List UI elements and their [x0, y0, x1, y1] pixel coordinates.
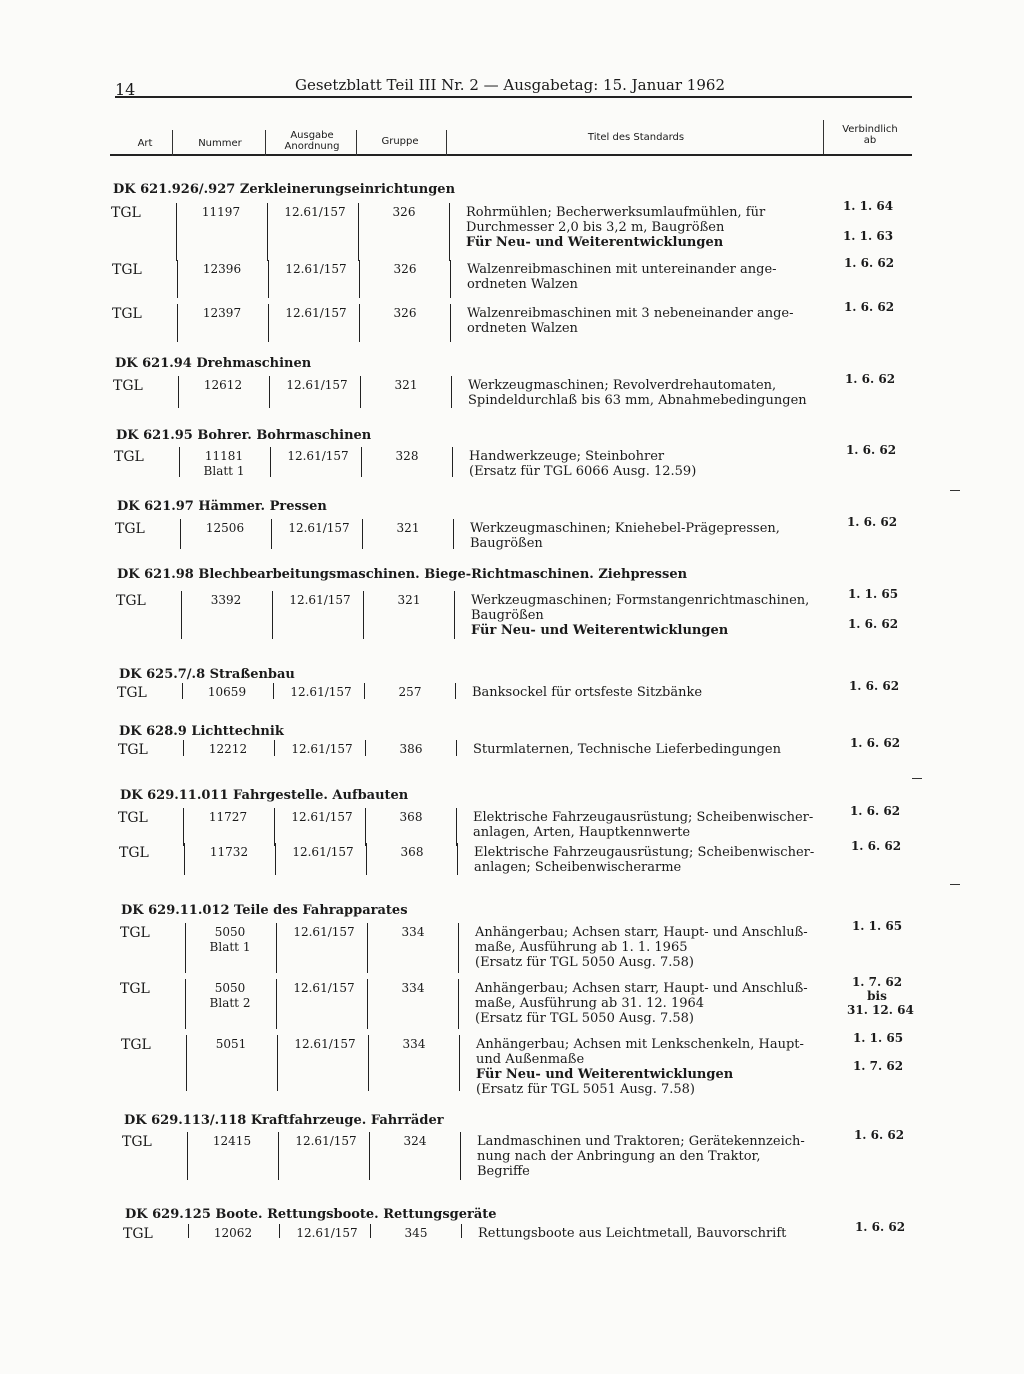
column-rule — [456, 740, 457, 756]
standard-title-line: und Außenmaße — [476, 1052, 585, 1067]
standard-title-line: Landmaschinen und Traktoren; Gerätekennzeich- — [477, 1134, 805, 1149]
column-rule — [178, 376, 179, 408]
column-rule — [454, 591, 455, 639]
column-rule — [449, 203, 450, 261]
header-rule — [115, 96, 912, 98]
section-heading: DK 621.98 Blechbearbeitungsmaschinen. Biege-Richtmaschinen. Ziehpressen — [117, 567, 688, 582]
column-rule — [363, 591, 364, 639]
standard-number: 12396 — [202, 262, 242, 276]
col-ausgabe — [268, 130, 356, 152]
standard-type: TGL — [120, 981, 150, 997]
column-rule — [180, 519, 181, 549]
margin-mark — [950, 884, 960, 887]
standard-type: TGL — [118, 742, 148, 758]
group-number: 326 — [392, 205, 416, 219]
standard-title-line: Werkzeugmaschinen; Formstangenrichtmaschinen, — [471, 593, 810, 608]
standard-number: 11197 — [201, 205, 241, 219]
binding-date: 1. 6. 62 — [849, 736, 901, 750]
group-number: 368 — [399, 810, 423, 824]
issue-order: 12.61/157 — [284, 205, 346, 219]
binding-date: 1. 6. 62 — [849, 804, 901, 818]
page-number: 14 — [115, 80, 136, 99]
standard-title-line: (Ersatz für TGL 5051 Ausg. 7.58) — [476, 1082, 696, 1097]
section-heading: DK 621.926/.927 Zerkleinerungseinrichtungen — [113, 182, 456, 197]
standard-title-line: Anhängerbau; Achsen starr, Haupt- und Anschluß- — [475, 925, 808, 940]
standard-title-line: Rettungsboote aus Leichtmetall, Bauvorschrift — [478, 1226, 787, 1241]
standard-number: 12506 — [205, 521, 245, 535]
issue-order: 12.61/157 — [294, 1037, 356, 1051]
section-heading: DK 629.113/.118 Kraftfahrzeuge. Fahrräder — [124, 1113, 444, 1128]
binding-date: 1. 6. 62 — [854, 1220, 906, 1234]
column-rule — [185, 923, 186, 973]
col-verbindlich — [825, 124, 915, 146]
standard-number: 11181 — [204, 449, 244, 463]
column-rule — [452, 447, 453, 477]
column-rule — [359, 260, 360, 298]
section-heading: DK 629.11.012 Teile des Fahrapparates — [121, 903, 408, 918]
standard-title-line: Elektrische Fahrzeugausrüstung; Scheibenwischer- — [474, 845, 815, 860]
issue-order: 12.61/157 — [292, 845, 354, 859]
group-number: 334 — [402, 1037, 426, 1051]
issue-order: 12.61/157 — [293, 925, 355, 939]
standard-number: 5051 — [215, 1037, 247, 1051]
issue-order: 12.61/157 — [290, 685, 352, 699]
column-rule — [450, 304, 451, 342]
group-number: 345 — [404, 1226, 428, 1240]
column-rule — [366, 843, 367, 875]
column-rule — [367, 923, 368, 973]
section-heading: DK 621.97 Hämmer. Pressen — [117, 499, 327, 514]
binding-date: 1. 6. 62 — [843, 300, 895, 314]
column-rule — [455, 683, 456, 699]
standard-number: 12415 — [212, 1134, 252, 1148]
standard-title-line: Walzenreibmaschinen mit 3 nebeneinander ange- — [467, 306, 794, 321]
standard-title-line: Begriffe — [477, 1164, 530, 1179]
margin-mark — [950, 490, 960, 493]
column-rule — [270, 447, 271, 477]
standard-type: TGL — [112, 262, 142, 278]
binding-date: 1. 1. 64 — [842, 199, 894, 213]
group-number: 328 — [395, 449, 419, 463]
section-heading: DK 625.7/.8 Straßenbau — [119, 667, 295, 682]
issue-order: 12.61/157 — [295, 1134, 357, 1148]
column-rule — [183, 740, 184, 756]
issue-order: 12.61/157 — [285, 262, 347, 276]
column-rule — [272, 591, 273, 639]
standard-title-line: Baugrößen — [470, 536, 543, 551]
group-number: 386 — [399, 742, 423, 756]
column-rule — [186, 1035, 187, 1091]
column-rule — [359, 304, 360, 342]
issue-order: 12.61/157 — [285, 306, 347, 320]
standard-title-line: Für Neu- und Weiterentwicklungen — [466, 235, 724, 250]
column-rule — [276, 979, 277, 1029]
standard-type: TGL — [112, 306, 142, 322]
column-rule — [176, 203, 177, 261]
column-rule — [274, 740, 275, 756]
group-number: 334 — [401, 981, 425, 995]
standard-title-line: Für Neu- und Weiterentwicklungen — [476, 1067, 734, 1082]
column-rule — [183, 808, 184, 846]
standard-type: TGL — [117, 685, 147, 701]
column-rule — [461, 1224, 462, 1238]
standard-type: TGL — [123, 1226, 153, 1242]
section-heading: DK 621.95 Bohrer. Bohrmaschinen — [116, 428, 372, 443]
standard-title-line: Sturmlaternen, Technische Lieferbedingungen — [473, 742, 782, 757]
standard-title-line: Handwerkzeuge; Steinbohrer — [469, 449, 665, 464]
column-rule — [185, 979, 186, 1029]
col-verbindlich-line2: ab — [863, 135, 877, 146]
col-divider — [265, 130, 266, 156]
issue-order: 12.61/157 — [291, 810, 353, 824]
standard-title-line: Elektrische Fahrzeugausrüstung; Scheibenwischer- — [473, 810, 814, 825]
issue-order: 12.61/157 — [291, 742, 353, 756]
binding-date: 1. 7. 62 — [852, 1059, 904, 1073]
column-header-row — [110, 120, 912, 156]
column-rule — [370, 1224, 371, 1238]
group-number: 368 — [400, 845, 424, 859]
standard-title-line: Anhängerbau; Achsen starr, Haupt- und Anschluß- — [475, 981, 808, 996]
col-ausgabe-line2: Anordnung — [284, 141, 340, 152]
standard-type: TGL — [114, 449, 144, 465]
column-rule — [188, 1224, 189, 1238]
column-rule — [276, 923, 277, 973]
standard-type: TGL — [122, 1134, 152, 1150]
standard-title-line: anlagen; Scheibenwischerarme — [474, 860, 682, 875]
section-heading: DK 621.94 Drehmaschinen — [115, 356, 312, 371]
col-ausgabe-line1: Ausgabe — [290, 130, 334, 141]
standard-number: 5050 — [214, 925, 246, 939]
standard-title-line: Banksockel für ortsfeste Sitzbänke — [472, 685, 703, 700]
standard-type: TGL — [116, 593, 146, 609]
standard-title-line: Rohrmühlen; Becherwerksumlaufmühlen, für — [466, 205, 766, 220]
standard-number: 10659 — [207, 685, 247, 699]
standard-title-line: Werkzeugmaschinen; Kniehebel-Prägepressen, — [470, 521, 780, 536]
standard-title-line: Durchmesser 2,0 bis 3,2 m, Baugrößen — [466, 220, 725, 235]
group-number: 257 — [398, 685, 422, 699]
group-number: 321 — [394, 378, 418, 392]
binding-date: 1. 6. 62 — [850, 839, 902, 853]
binding-date: 1. 6. 62 — [848, 679, 900, 693]
issue-order: 12.61/157 — [286, 378, 348, 392]
group-number: 321 — [397, 593, 421, 607]
standard-number: 11727 — [208, 810, 248, 824]
standard-type: TGL — [119, 845, 149, 861]
binding-date: 1. 1. 65 — [847, 587, 899, 601]
binding-date: 1. 6. 62 — [845, 443, 897, 457]
col-nummer: Nummer — [198, 138, 242, 149]
binding-date: 1. 6. 62 — [844, 372, 896, 386]
group-number: 326 — [393, 262, 417, 276]
binding-date: 1. 6. 62 — [847, 617, 899, 631]
standard-title-line: nung nach der Anbringung an den Traktor, — [477, 1149, 761, 1164]
standard-title-line: Spindeldurchlaß bis 63 mm, Abnahmebedingungen — [468, 393, 807, 408]
standard-sheet: Blatt 1 — [203, 464, 245, 478]
binding-date: 31. 12. 64 — [847, 1003, 914, 1017]
standard-title-line: Für Neu- und Weiterentwicklungen — [471, 623, 729, 638]
standard-title-line: ordneten Walzen — [467, 321, 578, 336]
column-rule — [458, 979, 459, 1029]
column-rule — [275, 843, 276, 875]
group-number: 334 — [401, 925, 425, 939]
standard-type: TGL — [120, 925, 150, 941]
column-rule — [457, 843, 458, 875]
section-heading: DK 628.9 Lichttechnik — [119, 724, 284, 739]
column-rule — [362, 519, 363, 549]
standard-title-line: maße, Ausführung ab 31. 12. 1964 — [475, 996, 705, 1011]
binding-date: bis — [867, 989, 887, 1003]
col-art: Art — [137, 138, 153, 149]
standard-title-line: (Ersatz für TGL 5050 Ausg. 7.58) — [475, 955, 695, 970]
column-rule — [177, 304, 178, 342]
column-rule — [184, 843, 185, 875]
column-rule — [365, 808, 366, 846]
column-rule — [187, 1132, 188, 1180]
column-rule — [360, 376, 361, 408]
col-divider — [446, 130, 447, 156]
standard-number: 12397 — [202, 306, 242, 320]
col-divider — [356, 130, 357, 156]
standard-type: TGL — [121, 1037, 151, 1053]
issue-order: 12.61/157 — [287, 449, 349, 463]
column-rule — [274, 808, 275, 846]
standard-title-line: maße, Ausführung ab 1. 1. 1965 — [475, 940, 688, 955]
column-rule — [269, 376, 270, 408]
column-rule — [450, 260, 451, 298]
column-rule — [182, 683, 183, 699]
standard-number: 5050 — [214, 981, 246, 995]
issue-order: 12.61/157 — [293, 981, 355, 995]
standard-type: TGL — [111, 205, 141, 221]
standard-number: 12062 — [213, 1226, 253, 1240]
col-gruppe: Gruppe — [381, 136, 419, 147]
section-heading: DK 629.125 Boote. Rettungsboote. Rettungsgeräte — [125, 1207, 497, 1222]
column-rule — [267, 203, 268, 261]
standard-type: TGL — [115, 521, 145, 537]
standard-sheet: Blatt 2 — [209, 996, 251, 1010]
column-rule — [268, 304, 269, 342]
column-rule — [456, 808, 457, 846]
binding-date: 1. 1. 65 — [852, 1031, 904, 1045]
column-rule — [181, 591, 182, 639]
binding-date: 1. 6. 62 — [846, 515, 898, 529]
col-verbindlich-line1: Verbindlich — [842, 124, 898, 135]
standard-title-line: Anhängerbau; Achsen mit Lenkschenkeln, Haupt- — [476, 1037, 804, 1052]
section-heading: DK 629.11.011 Fahrgestelle. Aufbauten — [120, 788, 409, 803]
col-divider — [823, 120, 824, 154]
group-number: 324 — [403, 1134, 427, 1148]
col-divider — [172, 130, 173, 156]
column-rule — [369, 1132, 370, 1180]
issue-order: 12.61/157 — [288, 521, 350, 535]
standard-number: 12212 — [208, 742, 248, 756]
column-rule — [279, 1224, 280, 1238]
column-rule — [177, 260, 178, 298]
column-rule — [368, 1035, 369, 1091]
standard-type: TGL — [118, 810, 148, 826]
standard-title-line: (Ersatz für TGL 6066 Ausg. 12.59) — [469, 464, 697, 479]
standard-title-line: ordneten Walzen — [467, 277, 578, 292]
margin-mark — [912, 778, 922, 781]
column-rule — [367, 979, 368, 1029]
column-rule — [179, 447, 180, 477]
standard-title-line: Walzenreibmaschinen mit untereinander ange- — [467, 262, 777, 277]
standard-title-line: anlagen, Arten, Hauptkennwerte — [473, 825, 691, 840]
binding-date: 1. 1. 65 — [851, 919, 903, 933]
column-rule — [278, 1132, 279, 1180]
column-rule — [453, 519, 454, 549]
standard-type: TGL — [113, 378, 143, 394]
column-rule — [361, 447, 362, 477]
column-rule — [364, 683, 365, 699]
column-rule — [268, 260, 269, 298]
standard-sheet: Blatt 1 — [209, 940, 251, 954]
group-number: 326 — [393, 306, 417, 320]
standard-number: 11732 — [209, 845, 249, 859]
col-titel: Titel des Standards — [587, 132, 685, 143]
column-rule — [458, 923, 459, 973]
column-rule — [451, 376, 452, 408]
column-rule — [459, 1035, 460, 1091]
issue-order: 12.61/157 — [289, 593, 351, 607]
gazette-title: Gesetzblatt Teil III Nr. 2 — Ausgabetag: 15. Januar 1962 — [295, 76, 725, 94]
column-rule — [273, 683, 274, 699]
binding-date: 1. 6. 62 — [853, 1128, 905, 1142]
column-rule — [277, 1035, 278, 1091]
column-rule — [358, 203, 359, 261]
binding-date: 1. 6. 62 — [843, 256, 895, 270]
binding-date: 1. 1. 63 — [842, 229, 894, 243]
column-rule — [365, 740, 366, 756]
column-rule — [460, 1132, 461, 1180]
standard-number: 12612 — [203, 378, 243, 392]
standard-title-line: Baugrößen — [471, 608, 544, 623]
standard-title-line: Werkzeugmaschinen; Revolverdrehautomaten, — [468, 378, 777, 393]
issue-order: 12.61/157 — [296, 1226, 358, 1240]
standard-number: 3392 — [210, 593, 242, 607]
binding-date: 1. 7. 62 — [851, 975, 903, 989]
standard-title-line: (Ersatz für TGL 5050 Ausg. 7.58) — [475, 1011, 695, 1026]
column-rule — [271, 519, 272, 549]
group-number: 321 — [396, 521, 420, 535]
